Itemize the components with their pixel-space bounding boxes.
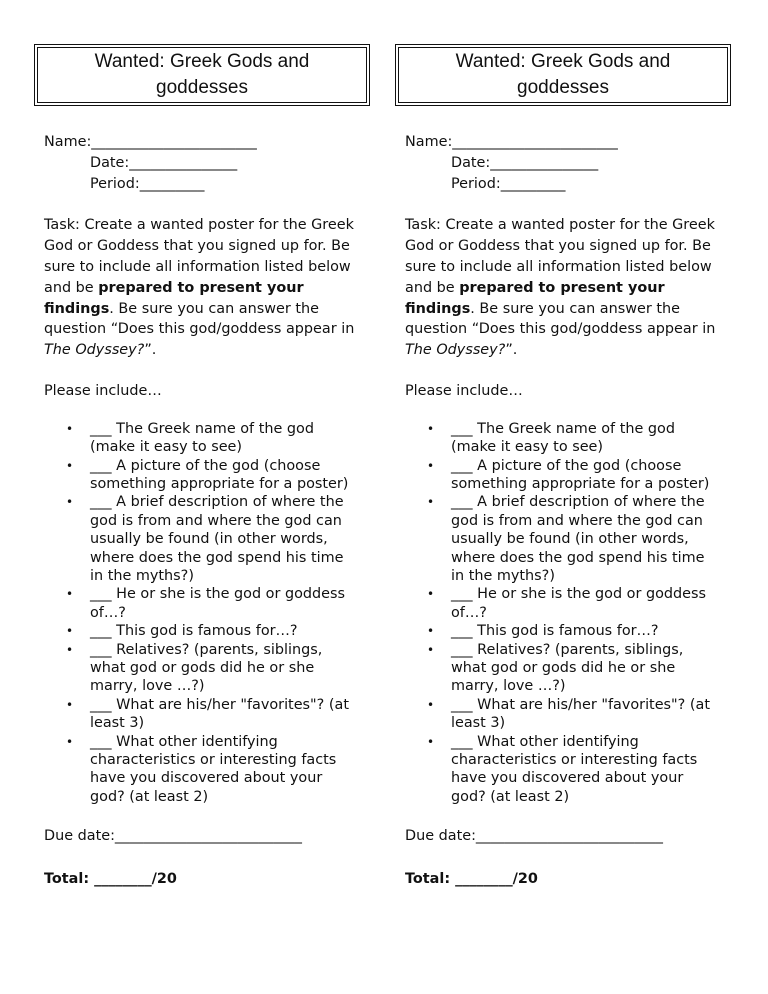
bullet-icon: •	[427, 642, 435, 657]
worksheet-left	[34, 44, 370, 890]
bullet-icon: •	[427, 587, 435, 602]
list-item: • ___ A brief description of where the god is from and where the god can usually be found (in other words, where does the god spend his time in the myths?)	[66, 494, 344, 585]
bullet-icon: •	[66, 624, 74, 639]
student-fields	[44, 132, 370, 194]
requirements-list	[395, 420, 731, 807]
include-label: Please include…	[405, 382, 523, 399]
task-intro: Task: Create a wanted poster for the Greek God or Goddess that you signed up for. Be sure to include all information listed below and be	[405, 217, 715, 296]
list-item: • ___ This god is famous for…?	[427, 623, 659, 640]
task-bold: prepared to present your findings	[44, 279, 304, 317]
task-paragraph	[44, 215, 368, 361]
bullet-icon: •	[427, 495, 435, 510]
list-item: • ___ What other identifying characteristics or interesting facts have you discovered about your god? (at least 2)	[66, 733, 337, 805]
list-item: • ___ What are his/her "favorites"? (at least 3)	[66, 696, 349, 732]
bullet-icon: •	[427, 734, 435, 749]
due-date-field: Due date:__________________________	[405, 828, 664, 845]
bullet-icon: •	[427, 697, 435, 712]
list-item: • ___ He or she is the god or goddess of…?	[66, 586, 346, 621]
bullet-icon: •	[66, 421, 74, 436]
date-field: Date:_______________	[90, 154, 238, 171]
list-item: • ___ A picture of the god (choose something appropriate for a poster)	[66, 457, 349, 492]
requirements-list	[34, 420, 370, 807]
period-field: Period:_________	[451, 175, 566, 192]
bullet-icon: •	[66, 495, 74, 510]
date-field: Date:_______________	[451, 154, 599, 171]
list-item: • ___ Relatives? (parents, siblings, what god or gods did he or she marry, love …?)	[427, 641, 684, 695]
due-date-field: Due date:__________________________	[44, 828, 303, 845]
list-item: • ___ The Greek name of the god (make it easy to see)	[66, 420, 314, 456]
task-italic: The Odyssey?	[405, 342, 506, 359]
title-text: Wanted: Greek Gods and goddesses	[455, 51, 671, 98]
worksheet-right	[395, 44, 731, 890]
bullet-icon: •	[66, 587, 74, 602]
task-middle: . Be sure you can answer the question “Does this god/goddess appear in	[405, 300, 716, 338]
list-item: • ___ A brief description of where the god is from and where the god can usually be found (in other words, where does the god spend his time in the myths?)	[427, 494, 705, 585]
include-label: Please include…	[44, 382, 162, 399]
task-middle: . Be sure you can answer the question “Does this god/goddess appear in	[44, 300, 355, 338]
task-paragraph	[405, 215, 729, 361]
list-item: • ___ What are his/her "favorites"? (at least 3)	[427, 696, 710, 732]
total-score: Total: ________/20	[405, 871, 538, 888]
bullet-icon: •	[66, 458, 74, 473]
list-item: • ___ He or she is the god or goddess of…?	[427, 586, 707, 621]
bullet-icon: •	[66, 734, 74, 749]
task-bold: prepared to present your findings	[405, 279, 665, 317]
task-end: ”.	[144, 342, 157, 359]
list-item: • ___ This god is famous for…?	[66, 623, 298, 640]
task-intro: Task: Create a wanted poster for the Greek God or Goddess that you signed up for. Be sure to include all information listed below and be	[44, 217, 354, 296]
bullet-icon: •	[66, 697, 74, 712]
page-title	[34, 44, 370, 106]
list-item: • ___ Relatives? (parents, siblings, what god or gods did he or she marry, love …?)	[66, 641, 323, 695]
list-item: • ___ A picture of the god (choose something appropriate for a poster)	[427, 457, 710, 492]
list-item: • ___ What other identifying characteristics or interesting facts have you discovered about your god? (at least 2)	[427, 733, 698, 805]
list-item: • ___ The Greek name of the god (make it easy to see)	[427, 420, 675, 456]
period-field: Period:_________	[90, 175, 205, 192]
name-field: Name:_______________________	[44, 134, 257, 150]
task-end: ”.	[505, 342, 518, 359]
bullet-icon: •	[427, 421, 435, 436]
task-italic: The Odyssey?	[44, 342, 145, 359]
bullet-icon: •	[66, 642, 74, 657]
bullet-icon: •	[427, 624, 435, 639]
total-score: Total: ________/20	[44, 871, 177, 888]
name-field: Name:_______________________	[405, 134, 618, 150]
page-title	[395, 44, 731, 106]
title-text: Wanted: Greek Gods and goddesses	[94, 51, 310, 98]
student-fields	[405, 132, 731, 194]
bullet-icon: •	[427, 458, 435, 473]
